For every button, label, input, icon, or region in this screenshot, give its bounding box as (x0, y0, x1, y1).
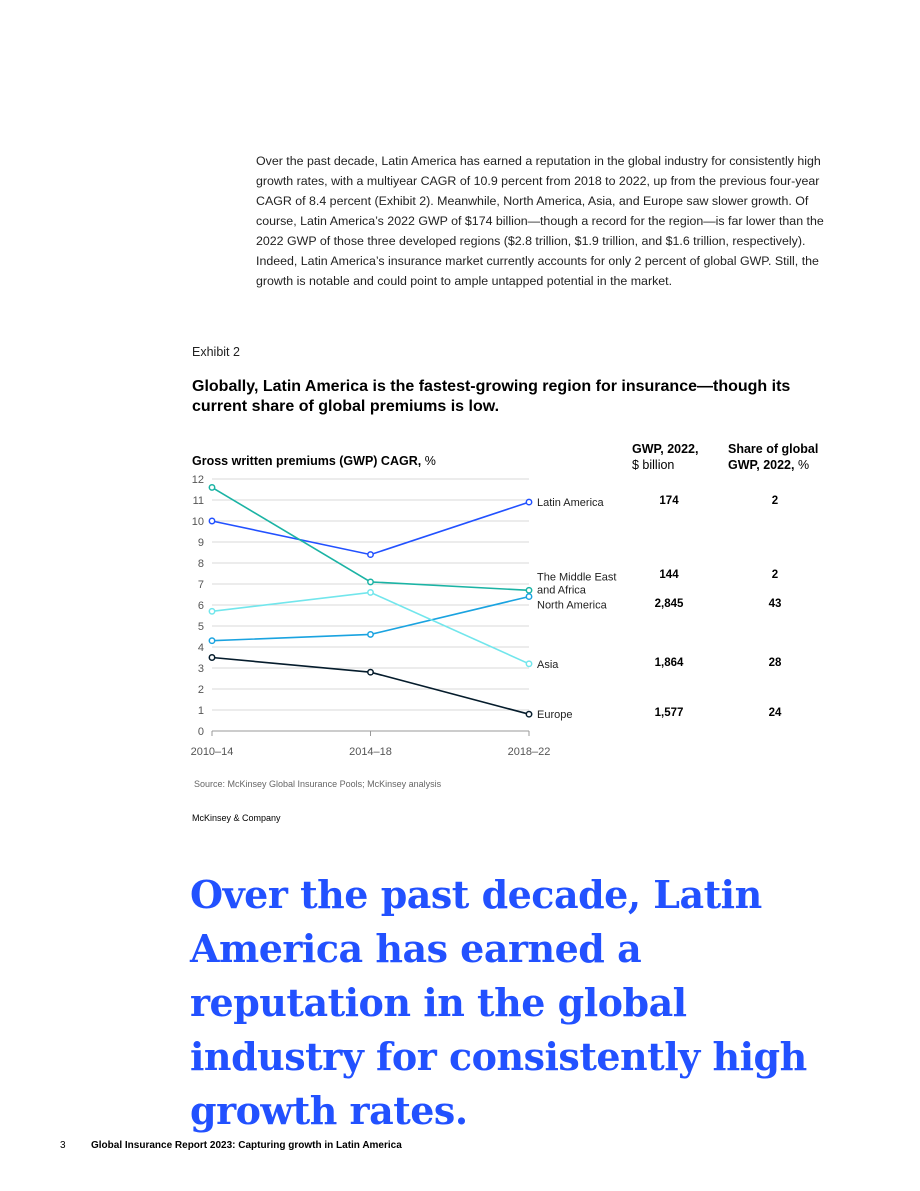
page-number: 3 (60, 1140, 66, 1151)
gwp-value: 144 (659, 569, 679, 582)
y-tick-label: 6 (197, 600, 204, 612)
series-label: The Middle East (537, 571, 617, 584)
y-tick-label: 12 (191, 474, 204, 486)
series-line (212, 502, 529, 554)
data-point (368, 579, 373, 584)
y-tick-label: 11 (192, 495, 204, 507)
pull-quote: Over the past decade, Latin America has earned a reputation in the global industry for consistently high growth rates. (190, 872, 807, 1133)
data-point (368, 670, 373, 675)
series-label: and Africa (537, 584, 586, 597)
gwp-value: 1,577 (654, 707, 684, 720)
series-line (212, 487, 529, 590)
share-value: 2 (771, 569, 779, 582)
data-point (526, 499, 531, 504)
report-title: Global Insurance Report 2023: Capturing growth in Latin America (91, 1140, 402, 1151)
share-column-header-title-1: Share of global (728, 442, 819, 456)
y-tick-label: 8 (197, 558, 204, 570)
share-column-header-title-2: GWP, 2022, (728, 458, 795, 472)
data-point (209, 518, 214, 523)
series-line (212, 658, 529, 715)
series-label: Asia (537, 658, 559, 671)
gwp-value: 1,864 (654, 656, 684, 669)
data-point (209, 485, 214, 490)
y-tick-label: 4 (197, 642, 204, 654)
share-column-header-unit: % (797, 458, 810, 472)
share-value: 2 (771, 495, 779, 508)
share-value: 28 (768, 656, 782, 669)
share-value: 24 (768, 707, 782, 720)
chart-title-unit: % (424, 454, 436, 468)
intro-paragraph: Over the past decade, Latin America has earned a reputation in the global industry for consistently high growth rates, with a multiyear CAGR of 10.9 percent from 2018 to 2022, up from the previous four-year CAGR of 8.4 percent (Exhibit 2). Meanwhile, North America, Asia, and Europe saw slower growth. Of course, Latin America’s 2022 GWP of $174 billion—though a record for the region—is far lower than the 2022 GWP of those three developed regions ($2.8 trillion, $1.9 trillion, and $1.6 trillion, respectively). Indeed, Latin America’s insurance market currently accounts for only 2 percent of global GWP. Still, the growth is notable and could point to ample untapped potential in the market. (256, 154, 824, 288)
y-tick-label: 10 (191, 516, 204, 528)
y-tick-label: 5 (197, 621, 204, 633)
y-tick-label: 0 (197, 726, 204, 738)
exhibit-label: Exhibit 2 (192, 345, 240, 359)
brand-credit: McKinsey & Company (192, 813, 281, 823)
gwp-value: 174 (659, 495, 679, 508)
y-tick-label: 7 (197, 579, 204, 591)
series-label: North America (537, 599, 607, 612)
y-tick-label: 9 (197, 537, 204, 549)
y-tick-label: 3 (197, 663, 204, 675)
share-value: 43 (768, 597, 782, 610)
data-point (209, 638, 214, 643)
exhibit-title: Globally, Latin America is the fastest-growing region for insurance—though its current share of global premiums is low. (192, 378, 791, 415)
data-point (368, 552, 373, 557)
data-point (209, 609, 214, 614)
x-tick-label: 2014–18 (349, 746, 392, 758)
gwp-value: 2,845 (654, 597, 684, 610)
data-point (526, 594, 531, 599)
data-point (368, 590, 373, 595)
gwp-column-header-unit: $ billion (632, 458, 675, 472)
x-tick-label: 2010–14 (190, 746, 234, 758)
series-label: Latin America (537, 497, 604, 510)
x-tick-label: 2018–22 (507, 746, 551, 758)
data-point (526, 588, 531, 593)
data-point (526, 712, 531, 717)
gwp-column-header-title: GWP, 2022, (632, 442, 699, 456)
series-label: Europe (537, 709, 573, 722)
y-tick-label: 1 (197, 705, 204, 717)
chart-title-text: Gross written premiums (GWP) CAGR, (192, 454, 422, 468)
data-point (368, 632, 373, 637)
data-point (526, 661, 531, 666)
data-point (209, 655, 214, 660)
source-note: Source: McKinsey Global Insurance Pools; McKinsey analysis (194, 779, 442, 789)
series-line (212, 592, 529, 663)
y-tick-label: 2 (197, 684, 204, 696)
